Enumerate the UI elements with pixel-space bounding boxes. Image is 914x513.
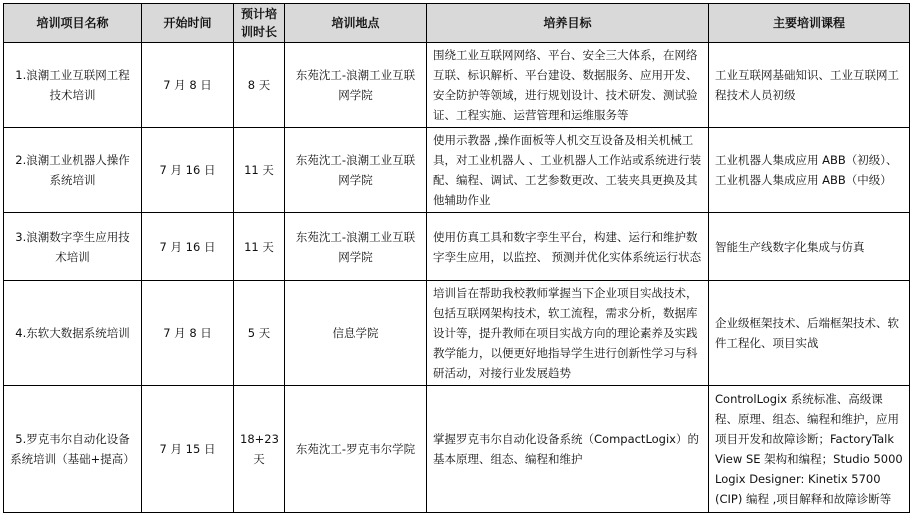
cell-location: 东苑沈工-罗克韦尔学院 [285,386,427,513]
header-name: 培训项目名称 [4,4,142,43]
cell-duration: 5 天 [234,281,285,386]
table-row [4,213,910,281]
table-row [4,43,910,128]
cell-goal: 围绕工业互联网网络、平台、安全三大体系，在网络互联、标识解析、平台建设、数据服务、应用开发、安全防护等领域，进行规划设计、技术研发、测试验证、工程实施、运营管理和运维服务等 [427,43,709,128]
cell-goal: 使用示教器 ,操作面板等人机交互设备及相关机械工具，对工业机器人 、工业机器人工作站或系统进行装配、编程、调试、工艺参数更改、工装夹具更换及其他辅助作业 [427,128,709,213]
table-row [4,386,910,513]
cell-start: 7 月 16 日 [142,128,234,213]
cell-location: 东苑沈工-浪潮工业互联网学院 [285,128,427,213]
training-table [3,3,910,513]
cell-duration: 18+23 天 [234,386,285,513]
cell-name: 2.浪潮工业机器人操作系统培训 [4,128,142,213]
cell-goal: 掌握罗克韦尔自动化设备系统（CompactLogix）的基本原理、组态、编程和维护 [427,386,709,513]
cell-duration: 8 天 [234,43,285,128]
cell-duration: 11 天 [234,128,285,213]
cell-name: 4.东软大数据系统培训 [4,281,142,386]
table-row [4,128,910,213]
header-location: 培训地点 [285,4,427,43]
cell-start: 7 月 8 日 [142,281,234,386]
cell-start: 7 月 8 日 [142,43,234,128]
header-row [4,4,910,43]
cell-course: ControlLogix 系统标准、高级课程、原理、组态、编程和维护，应用项目开发和故障诊断；FactoryTalk View SE 架构和编程；Studio 5000 Logix Designer: Kinetix 5700 (CIP) 编程 ,项目解释和故障诊断等 [709,386,910,513]
cell-name: 1.浪潮工业互联网工程技术培训 [4,43,142,128]
cell-start: 7 月 16 日 [142,213,234,281]
cell-goal: 使用仿真工具和数字孪生平台，构建、运行和维护数字孪生应用，以监控、 预测并优化实体系统运行状态 [427,213,709,281]
cell-name: 3.浪潮数字孪生应用技术培训 [4,213,142,281]
cell-name: 5.罗克韦尔自动化设备系统培训（基础+提高） [4,386,142,513]
header-duration: 预计培训时长 [234,4,285,43]
cell-course: 工业互联网基础知识、工业互联网工程技术人员初级 [709,43,910,128]
cell-course: 工业机器人集成应用 ABB（初级）、工业机器人集成应用 ABB（中级） [709,128,910,213]
header-goal: 培养目标 [427,4,709,43]
cell-location: 信息学院 [285,281,427,386]
cell-duration: 11 天 [234,213,285,281]
header-course: 主要培训课程 [709,4,910,43]
cell-location: 东苑沈工-浪潮工业互联网学院 [285,43,427,128]
cell-course: 企业级框架技术、后端框架技术、软件工程化、项目实战 [709,281,910,386]
header-start: 开始时间 [142,4,234,43]
cell-start: 7 月 15 日 [142,386,234,513]
cell-course: 智能生产线数字化集成与仿真 [709,213,910,281]
table-row [4,281,910,386]
table-wrapper [3,3,910,513]
cell-goal: 培训旨在帮助我校教师掌握当下企业项目实战技术，包括互联网架构技术，软工流程，需求分析，数据库设计等，提升教师在项目实战方向的理论素养及实践教学能力，以便更好地指导学生进行创新性学习与科研活动，对接行业发展趋势 [427,281,709,386]
cell-location: 东苑沈工-浪潮工业互联网学院 [285,213,427,281]
